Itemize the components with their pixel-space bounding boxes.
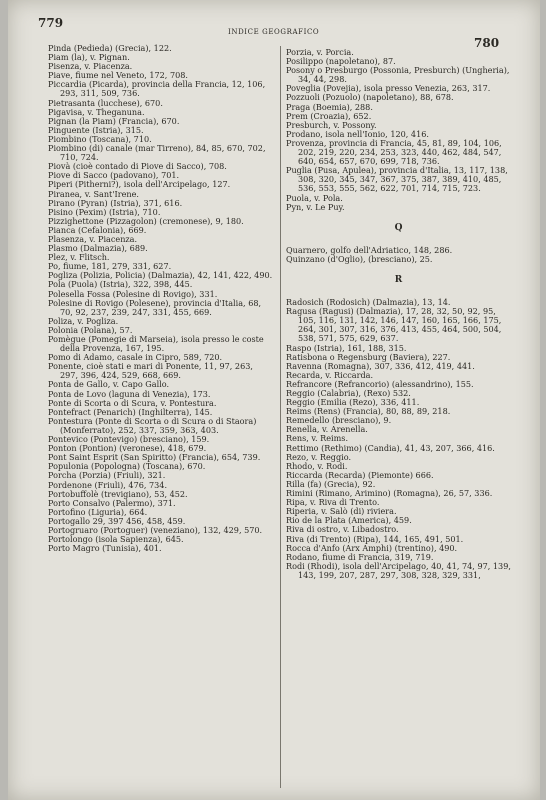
index-entry: Pontefract (Penarich) (Inghilterra), 145. <box>48 406 213 417</box>
index-entry: Rilla (fa) (Grecia), 92. <box>286 478 376 489</box>
index-entry: Rezo, v. Reggio. <box>286 451 352 462</box>
index-entry: Pordenone (Friuli), 476, 734. <box>48 479 168 490</box>
index-entry: Piovà (cioè contado di Piove di Sacco), 708. <box>48 161 227 172</box>
index-entry: Portofino (Liguria), 664. <box>48 506 148 517</box>
index-entry: Plez, v. Flitsch. <box>48 252 110 263</box>
index-entry: Porzia, v. Porcia. <box>286 47 354 57</box>
index-entry: Pizzighettone (Pizzagolon) (cremonese), 9, 180. <box>48 215 244 226</box>
index-entry: Pogliza (Polizia, Policia) (Dalmazia), 42, 141, 422, 490. <box>48 270 273 281</box>
index-entry: Riperia, v. Salò (di) riviera. <box>286 506 397 517</box>
page-number-left: 779 <box>38 16 64 30</box>
index-entry: Polesine di Rovigo (Polesene), provincia d'Italia, 68, 70, 92, 237, 239, 247, 331, 455, 669. <box>48 297 262 317</box>
index-entry: Pinda (Pedieda) (Grecia), 122. <box>48 43 172 53</box>
index-entry: Pontevico (Pontevigo) (bresciano), 159. <box>48 434 210 445</box>
index-entry: Rhodo, v. Rodi. <box>286 460 348 471</box>
index-entry: Portobuffolè (trevigiano), 53, 452. <box>48 488 188 499</box>
index-entry: Piranea, v. Sant'Irene. <box>48 188 139 199</box>
index-entry: Piave, fiume nel Veneto, 172, 708. <box>48 70 188 81</box>
index-entry: Pirano (Pyran) (Istria), 371, 616. <box>48 197 183 208</box>
index-entry: Pyn, v. Le Puy. <box>286 201 345 212</box>
column-divider <box>280 46 281 788</box>
index-entry: Reims (Rens) (Francia), 80, 88, 89, 218. <box>286 406 451 417</box>
index-entry: Polonia (Polana), 57. <box>48 324 133 335</box>
right-entries-q <box>286 246 511 264</box>
index-entry: Porto Consalvo (Palermo), 371. <box>48 497 176 508</box>
index-entry: Radosich (Rodosich) (Dalmazia), 13, 14. <box>286 297 451 308</box>
index-entry: Prodano, isola nell'Ionio, 120, 416. <box>286 128 429 139</box>
index-entry: Rio de la Plata (America), 459. <box>286 515 412 526</box>
index-entry: Plasenza, v. Piacenza. <box>48 233 138 244</box>
index-entry: Posony o Presburgo (Possonia, Presburch) (Ungheria), 34, 44, 298. <box>286 65 510 85</box>
index-entry: Portogruaro (Portoguer) (veneziano), 132, 429, 570. <box>48 524 263 535</box>
book-page <box>8 0 540 800</box>
index-entry: Pinguente (Istria), 315. <box>48 124 144 135</box>
index-entry: Poliza, v. Pogliza. <box>48 315 119 326</box>
index-entry: Pisino (Pexim) (Istria), 710. <box>48 206 161 217</box>
index-entry: Portogallo 29, 397 456, 458, 459. <box>48 515 186 526</box>
index-entry: Riva di ostro, v. Libadostro. <box>286 524 399 535</box>
index-entry: Ponta de Gallo, v. Capo Gallo. <box>48 379 170 390</box>
section-letter-r: R <box>394 274 403 285</box>
index-entry: Piove di Sacco (padovano), 701. <box>48 170 180 181</box>
index-entry: Riccarda (Recarda) (Piemonte) 666. <box>286 469 434 480</box>
index-entry: Praga (Boemia), 288. <box>286 101 373 112</box>
index-entry: Puola, v. Pola. <box>286 192 343 203</box>
index-entry: Quinzano (d'Oglio), (bresciano), 25. <box>286 253 433 264</box>
index-entry: Pisenza, v. Piacenza. <box>48 61 133 72</box>
running-header: INDICE GEOGRAFICO <box>228 28 320 36</box>
index-entry: Ripa, v. Riva di Trento. <box>286 497 380 508</box>
index-entry: Porcha (Porzia) (Friuli), 321. <box>48 470 166 481</box>
left-column <box>48 44 273 553</box>
index-entry: Posilippo (napoletano), 87. <box>286 56 396 67</box>
index-entry: Rodano, fiume di Francia, 319, 719. <box>286 551 434 562</box>
index-entry: Pozzuoli (Pozuolo) (napoletano), 88, 678. <box>286 92 454 103</box>
index-entry: Rimini (Rimano, Arimino) (Romagna), 26, 57, 336. <box>286 488 493 499</box>
index-entry: Porto Magro (Tunisia), 401. <box>48 543 162 554</box>
index-entry: Presburch, v. Possony. <box>286 119 377 130</box>
index-entry: Ponton (Pontion) (veronese), 418, 679. <box>48 443 207 454</box>
index-entry: Pontestura (Ponte di Scorta o di Scura o di Staora) (Monferrato), 252, 337, 359, 363, 403. <box>48 415 257 435</box>
index-entry: Piam (la), v. Pignan. <box>48 52 130 63</box>
index-entry: Pomo di Adamo, casale in Cipro, 589, 720. <box>48 352 223 363</box>
index-entry: Plasmo (Dalmazia), 689. <box>48 243 148 254</box>
index-entry: Pianca (Cefalonia), 669. <box>48 224 147 235</box>
index-entry: Reggio (Calabria), (Rexo) 532. <box>286 388 411 398</box>
index-entry: Piperi (Pitherni?), isola dell'Arcipelago, 127. <box>48 179 231 190</box>
index-entry: Rens, v. Reims. <box>286 433 349 444</box>
index-entry: Ponente, cioè stati e mari di Ponente, 11, 97, 263, 297, 396, 424, 529, 668, 669. <box>48 361 253 381</box>
right-entries-r <box>286 298 511 580</box>
index-entry: Piombino (Toscana), 710. <box>48 133 152 144</box>
index-entry: Remedello (bresciano), 9. <box>286 415 392 426</box>
index-entry: Portolongo (isola Sapienza), 645. <box>48 534 184 545</box>
right-entries-p <box>286 48 511 212</box>
index-entry: Ponte di Scorta o di Scura, v. Pontestura. <box>48 397 217 408</box>
index-entry: Provenza, provincia di Francia, 45, 81, 89, 104, 106, 202, 219, 220, 234, 253, 323, 440, 462, 484, 547, 640, 654, 657, 670, 699, 718, 736. <box>286 137 502 167</box>
index-entry: Pola (Puola) (Istria), 322, 398, 445. <box>48 279 193 290</box>
index-entry: Quarnero, golfo dell'Adriatico, 148, 286. <box>286 244 453 255</box>
index-entry: Rodi (Rhodi), isola dell'Arcipelago, 40, 41, 74, 97, 139, 143, 199, 207, 287, 297, 308, 328, 329, 331, <box>286 560 511 580</box>
index-entry: Raspo (Istria), 161, 188, 315. <box>286 342 407 353</box>
index-entry: Ratisbona o Regensburg (Baviera), 227. <box>286 351 451 362</box>
index-entry: Ragusa (Ragusi) (Dalmazia), 17, 28, 32, 50, 92, 95, 105, 116, 131, 142, 146, 147, 160, 165, 166, 175, 264, 301, 307, 316, 376, 413, 455, 464, 500, 504, 538, 571, 575, 629, 637. <box>286 306 502 344</box>
index-entry: Pont Saint Esprit (San Spiritto) (Francia), 654, 739. <box>48 452 261 463</box>
page-number-right: 780 <box>474 36 500 50</box>
index-entry: Pignan (la Piam) (Francia), 670. <box>48 115 180 126</box>
section-letter-q: Q <box>394 222 403 233</box>
right-column <box>286 48 511 580</box>
index-entry: Renella, v. Arenella. <box>286 424 368 435</box>
index-entry: Rocca d'Anfo (Arx Amphi) (trentino), 490. <box>286 542 458 553</box>
index-entry: Puglia (Pusa, Apulea), provincia d'Italia, 13, 117, 138, 308, 320, 345, 347, 367, 375, 387, 389, 410, 485, 536, 553, 555, 562, 622, 701, 714, 715, 723. <box>286 165 508 194</box>
index-entry: Po, fiume, 181, 279, 331, 627. <box>48 261 172 272</box>
index-entry: Polesella Fossa (Polesine di Rovigo), 331. <box>48 288 218 299</box>
index-entry: Reggio (Emilia (Rezo), 336, 411. <box>286 397 420 408</box>
index-entry: Rettimo (Rethimo) (Candia), 41, 43, 207, 366, 416. <box>286 442 495 453</box>
index-entry: Poveglia (Povejia), isola presso Venezia, 263, 317. <box>286 83 491 94</box>
index-entry: Recarda, v. Riccarda. <box>286 369 374 380</box>
index-entry: Pomègue (Pomegie di Marseia), isola presso le coste della Provenza, 167, 195. <box>48 334 264 354</box>
index-entry: Piombino (di) canale (mar Tirreno), 84, 85, 670, 702, 710, 724. <box>48 143 266 163</box>
index-entry: Pigavisa, v. Theganuna. <box>48 106 145 117</box>
index-entry: Riva (di Trento) (Ripa), 144, 165, 491, 501. <box>286 533 464 544</box>
index-entry: Piccardia (Picarda), provincia della Francia, 12, 106, 293, 311, 509, 736. <box>48 79 266 99</box>
index-entry: Pietrasanta (lucchese), 670. <box>48 97 163 108</box>
index-entry: Refrancore (Refrancorio) (alessandrino), 155. <box>286 378 474 389</box>
index-entry: Ravenna (Romagna), 307, 336, 412, 419, 441. <box>286 360 475 371</box>
index-entry: Populonia (Popologna) (Toscana), 670. <box>48 461 206 472</box>
index-entry: Ponta de Lovo (laguna di Venezia), 173. <box>48 388 211 399</box>
index-entry: Prem (Croazia), 652. <box>286 110 372 121</box>
